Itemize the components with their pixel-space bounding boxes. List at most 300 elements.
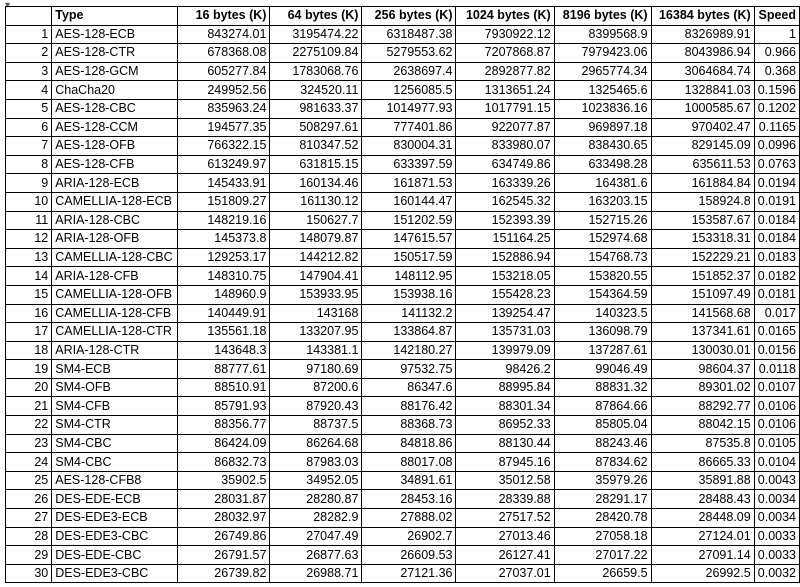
cell-16-bytes[interactable]: 86424.09 [178, 434, 270, 453]
cell-64-bytes[interactable]: 631815.15 [270, 155, 362, 174]
cell-row-index[interactable]: 28 [6, 527, 52, 546]
cell-256-bytes[interactable]: 26609.53 [362, 546, 456, 565]
cell-16384-bytes[interactable]: 1000585.67 [651, 99, 754, 118]
cell-64-bytes[interactable]: 143381.1 [270, 341, 362, 360]
cell-16384-bytes[interactable]: 829145.09 [651, 137, 754, 156]
cell-256-bytes[interactable]: 150517.59 [362, 248, 456, 267]
cell-speed[interactable]: 0.0184 [754, 211, 799, 230]
cell-16384-bytes[interactable]: 970402.47 [651, 118, 754, 137]
cell-8196-bytes[interactable]: 153820.55 [554, 267, 651, 286]
cell-1024-bytes[interactable]: 1313651.24 [456, 81, 554, 100]
cell-8196-bytes[interactable]: 838430.65 [554, 137, 651, 156]
cell-speed[interactable]: 1 [754, 25, 799, 44]
cell-row-index[interactable]: 23 [6, 434, 52, 453]
cell-1024-bytes[interactable]: 922077.87 [456, 118, 554, 137]
table-row [6, 285, 800, 304]
cell-1024-bytes[interactable]: 35012.58 [456, 471, 554, 490]
cell-type[interactable]: AES-128-ECB [52, 25, 178, 44]
cell-type[interactable]: DES-EDE3-ECB [52, 509, 178, 528]
table-row [6, 267, 800, 286]
table-row [6, 490, 800, 509]
cell-64-bytes[interactable]: 26877.63 [270, 546, 362, 565]
cell-8196-bytes[interactable]: 152715.26 [554, 211, 651, 230]
cell-256-bytes[interactable]: 88017.08 [362, 453, 456, 472]
cell-1024-bytes[interactable]: 162545.32 [456, 192, 554, 211]
cell-16-bytes[interactable]: 26749.86 [178, 527, 270, 546]
table-row [6, 248, 800, 267]
cell-speed[interactable]: 0.0106 [754, 416, 799, 435]
cell-256-bytes[interactable]: 27121.36 [362, 564, 456, 583]
cell-1024-bytes[interactable]: 7930922.12 [456, 25, 554, 44]
cell-row-index[interactable]: 13 [6, 248, 52, 267]
cell-64-bytes[interactable]: 87200.6 [270, 378, 362, 397]
cell-1024-bytes[interactable]: 152393.39 [456, 211, 554, 230]
cell-1024-bytes[interactable]: 88995.84 [456, 378, 554, 397]
cell-8196-bytes[interactable]: 2965774.34 [554, 62, 651, 81]
cell-row-index[interactable]: 16 [6, 304, 52, 323]
table-row [6, 192, 800, 211]
cell-type[interactable]: SM4-CTR [52, 416, 178, 435]
cell-16-bytes[interactable]: 194577.35 [178, 118, 270, 137]
cell-speed[interactable]: 0.368 [754, 62, 799, 81]
cell-16-bytes[interactable]: 148310.75 [178, 267, 270, 286]
cell-16384-bytes[interactable]: 158924.8 [651, 192, 754, 211]
cell-1024-bytes[interactable]: 88301.34 [456, 397, 554, 416]
table-row [6, 453, 800, 472]
cell-64-bytes[interactable]: 28282.9 [270, 509, 362, 528]
cell-8196-bytes[interactable]: 99046.49 [554, 360, 651, 379]
cell-type[interactable]: AES-128-CTR [52, 44, 178, 63]
cell-row-index[interactable]: 7 [6, 137, 52, 156]
cell-8196-bytes[interactable]: 7979423.06 [554, 44, 651, 63]
cell-type[interactable]: SM4-CBC [52, 434, 178, 453]
cell-row-index[interactable]: 15 [6, 285, 52, 304]
column-header-type[interactable]: Type [52, 7, 178, 26]
cell-256-bytes[interactable]: 633397.59 [362, 155, 456, 174]
cell-1024-bytes[interactable]: 86952.33 [456, 416, 554, 435]
cell-16384-bytes[interactable]: 88292.77 [651, 397, 754, 416]
cell-16-bytes[interactable]: 843274.01 [178, 25, 270, 44]
cell-64-bytes[interactable]: 3195474.22 [270, 25, 362, 44]
cell-8196-bytes[interactable]: 1023836.16 [554, 99, 651, 118]
table-row [6, 509, 800, 528]
cell-256-bytes[interactable]: 27888.02 [362, 509, 456, 528]
cell-speed[interactable]: 0.0032 [754, 564, 799, 583]
cell-speed[interactable]: 0.0106 [754, 397, 799, 416]
cell-8196-bytes[interactable]: 87834.62 [554, 453, 651, 472]
cell-row-index[interactable]: 1 [6, 25, 52, 44]
cell-type[interactable]: AES-128-OFB [52, 137, 178, 156]
cell-1024-bytes[interactable]: 139254.47 [456, 304, 554, 323]
cell-256-bytes[interactable]: 28453.16 [362, 490, 456, 509]
column-header-16-bytes[interactable]: 16 bytes (K) [178, 7, 270, 26]
cell-16384-bytes[interactable]: 27124.01 [651, 527, 754, 546]
cell-8196-bytes[interactable]: 1325465.6 [554, 81, 651, 100]
column-header-64-bytes[interactable]: 64 bytes (K) [270, 7, 362, 26]
cell-64-bytes[interactable]: 153933.95 [270, 285, 362, 304]
cell-16-bytes[interactable]: 88356.77 [178, 416, 270, 435]
table-row [6, 44, 800, 63]
cell-row-index[interactable]: 9 [6, 174, 52, 193]
cell-64-bytes[interactable]: 324520.11 [270, 81, 362, 100]
cell-1024-bytes[interactable]: 7207868.87 [456, 44, 554, 63]
cell-row-index[interactable]: 3 [6, 62, 52, 81]
cell-64-bytes[interactable]: 150627.7 [270, 211, 362, 230]
cell-16384-bytes[interactable]: 1328841.03 [651, 81, 754, 100]
cell-16384-bytes[interactable]: 87535.8 [651, 434, 754, 453]
cell-speed[interactable]: 0.1596 [754, 81, 799, 100]
cell-speed[interactable]: 0.0996 [754, 137, 799, 156]
cell-row-index[interactable]: 21 [6, 397, 52, 416]
cell-1024-bytes[interactable]: 152886.94 [456, 248, 554, 267]
cell-speed[interactable]: 0.0183 [754, 248, 799, 267]
cell-8196-bytes[interactable]: 28291.17 [554, 490, 651, 509]
cell-type[interactable]: ARIA-128-ECB [52, 174, 178, 193]
cell-row-index[interactable]: 4 [6, 81, 52, 100]
cell-1024-bytes[interactable]: 163339.26 [456, 174, 554, 193]
cell-1024-bytes[interactable]: 28339.88 [456, 490, 554, 509]
cell-speed[interactable]: 0.966 [754, 44, 799, 63]
cell-16-bytes[interactable]: 26791.57 [178, 546, 270, 565]
cell-1024-bytes[interactable]: 135731.03 [456, 323, 554, 342]
cell-type[interactable]: AES-128-CFB [52, 155, 178, 174]
cell-16384-bytes[interactable]: 130030.01 [651, 341, 754, 360]
cell-type[interactable]: AES-128-CBC [52, 99, 178, 118]
cell-speed[interactable]: 0.1202 [754, 99, 799, 118]
cell-8196-bytes[interactable]: 154364.59 [554, 285, 651, 304]
column-header-8196-bytes[interactable]: 8196 bytes (K) [554, 7, 651, 26]
cell-type[interactable]: CAMELLIA-128-ECB [52, 192, 178, 211]
cell-type[interactable]: CAMELLIA-128-CFB [52, 304, 178, 323]
cell-speed[interactable]: 0.0165 [754, 323, 799, 342]
cell-16-bytes[interactable]: 28031.87 [178, 490, 270, 509]
cell-16384-bytes[interactable]: 153318.31 [651, 230, 754, 249]
cell-16384-bytes[interactable]: 8326989.91 [651, 25, 754, 44]
table-row [6, 564, 800, 583]
cell-1024-bytes[interactable]: 139979.09 [456, 341, 554, 360]
cell-speed[interactable]: 0.0156 [754, 341, 799, 360]
column-header-16384-bytes[interactable]: 16384 bytes (K) [651, 7, 754, 26]
cell-64-bytes[interactable]: 144212.82 [270, 248, 362, 267]
cell-type[interactable]: AES-128-CFB8 [52, 471, 178, 490]
cell-16384-bytes[interactable]: 152229.21 [651, 248, 754, 267]
cell-16384-bytes[interactable]: 137341.61 [651, 323, 754, 342]
cell-speed[interactable]: 0.1165 [754, 118, 799, 137]
cell-16384-bytes[interactable]: 635611.53 [651, 155, 754, 174]
cell-1024-bytes[interactable]: 1017791.15 [456, 99, 554, 118]
table-row [6, 434, 800, 453]
cell-16-bytes[interactable]: 88510.91 [178, 378, 270, 397]
cell-1024-bytes[interactable]: 87945.16 [456, 453, 554, 472]
column-header-256-bytes[interactable]: 256 bytes (K) [362, 7, 456, 26]
cell-8196-bytes[interactable]: 85805.04 [554, 416, 651, 435]
cell-row-index[interactable]: 8 [6, 155, 52, 174]
cell-16384-bytes[interactable]: 151097.49 [651, 285, 754, 304]
cell-speed[interactable]: 0.0763 [754, 155, 799, 174]
cell-8196-bytes[interactable]: 136098.79 [554, 323, 651, 342]
cell-256-bytes[interactable]: 88368.73 [362, 416, 456, 435]
cell-type[interactable]: ARIA-128-CBC [52, 211, 178, 230]
cell-8196-bytes[interactable]: 137287.61 [554, 341, 651, 360]
cell-type[interactable]: ARIA-128-CFB [52, 267, 178, 286]
column-header-speed[interactable]: Speed [754, 7, 799, 26]
cell-64-bytes[interactable]: 87983.03 [270, 453, 362, 472]
cell-8196-bytes[interactable]: 969897.18 [554, 118, 651, 137]
cell-row-index[interactable]: 27 [6, 509, 52, 528]
cell-1024-bytes[interactable]: 2892877.82 [456, 62, 554, 81]
cell-64-bytes[interactable]: 1783068.76 [270, 62, 362, 81]
table-row [6, 471, 800, 490]
cell-256-bytes[interactable]: 84818.86 [362, 434, 456, 453]
cell-1024-bytes[interactable]: 155428.23 [456, 285, 554, 304]
cell-16-bytes[interactable]: 28032.97 [178, 509, 270, 528]
cell-16-bytes[interactable]: 129253.17 [178, 248, 270, 267]
cell-8196-bytes[interactable]: 27017.22 [554, 546, 651, 565]
cell-16-bytes[interactable]: 249952.56 [178, 81, 270, 100]
cell-64-bytes[interactable]: 148079.87 [270, 230, 362, 249]
cell-row-index[interactable]: 26 [6, 490, 52, 509]
cell-1024-bytes[interactable]: 27037.01 [456, 564, 554, 583]
cell-16384-bytes[interactable]: 27091.14 [651, 546, 754, 565]
cell-16384-bytes[interactable]: 28448.09 [651, 509, 754, 528]
table-body [6, 25, 800, 583]
cell-8196-bytes[interactable]: 26659.5 [554, 564, 651, 583]
cell-1024-bytes[interactable]: 153218.05 [456, 267, 554, 286]
cell-8196-bytes[interactable]: 152974.68 [554, 230, 651, 249]
table-row [6, 81, 800, 100]
cell-16-bytes[interactable]: 678368.08 [178, 44, 270, 63]
cell-256-bytes[interactable]: 777401.86 [362, 118, 456, 137]
cell-8196-bytes[interactable]: 164381.6 [554, 174, 651, 193]
cell-64-bytes[interactable]: 147904.41 [270, 267, 362, 286]
cell-256-bytes[interactable]: 160144.47 [362, 192, 456, 211]
cell-speed[interactable]: 0.0107 [754, 378, 799, 397]
cell-type[interactable]: DES-EDE-ECB [52, 490, 178, 509]
table-row [6, 397, 800, 416]
cell-1024-bytes[interactable]: 634749.86 [456, 155, 554, 174]
cell-16384-bytes[interactable]: 153587.67 [651, 211, 754, 230]
cell-speed[interactable]: 0.0034 [754, 490, 799, 509]
cell-16384-bytes[interactable]: 141568.68 [651, 304, 754, 323]
cell-16384-bytes[interactable]: 151852.37 [651, 267, 754, 286]
cell-16-bytes[interactable]: 151809.27 [178, 192, 270, 211]
cell-16-bytes[interactable]: 85791.93 [178, 397, 270, 416]
cell-256-bytes[interactable]: 97532.75 [362, 360, 456, 379]
cell-type[interactable]: DES-EDE3-CBC [52, 527, 178, 546]
cell-row-index[interactable]: 19 [6, 360, 52, 379]
cell-1024-bytes[interactable]: 27517.52 [456, 509, 554, 528]
cell-row-index[interactable]: 22 [6, 416, 52, 435]
cell-16-bytes[interactable]: 86832.73 [178, 453, 270, 472]
table-row [6, 137, 800, 156]
cell-256-bytes[interactable]: 1014977.93 [362, 99, 456, 118]
cell-64-bytes[interactable]: 28280.87 [270, 490, 362, 509]
cell-256-bytes[interactable]: 141132.2 [362, 304, 456, 323]
cell-8196-bytes[interactable]: 154768.73 [554, 248, 651, 267]
cell-256-bytes[interactable]: 88176.42 [362, 397, 456, 416]
cell-256-bytes[interactable]: 5279553.62 [362, 44, 456, 63]
cell-64-bytes[interactable]: 27047.49 [270, 527, 362, 546]
cell-8196-bytes[interactable]: 88831.32 [554, 378, 651, 397]
cell-256-bytes[interactable]: 133864.87 [362, 323, 456, 342]
cell-256-bytes[interactable]: 34891.61 [362, 471, 456, 490]
cell-row-index[interactable]: 10 [6, 192, 52, 211]
cell-8196-bytes[interactable]: 35979.26 [554, 471, 651, 490]
table-row [6, 174, 800, 193]
cell-16384-bytes[interactable]: 89301.02 [651, 378, 754, 397]
cell-64-bytes[interactable]: 88737.5 [270, 416, 362, 435]
cell-16384-bytes[interactable]: 26992.5 [651, 564, 754, 583]
cell-64-bytes[interactable]: 508297.61 [270, 118, 362, 137]
cell-type[interactable]: AES-128-GCM [52, 62, 178, 81]
cell-speed[interactable]: 0.0104 [754, 453, 799, 472]
cell-type[interactable]: ChaCha20 [52, 81, 178, 100]
cell-256-bytes[interactable]: 86347.6 [362, 378, 456, 397]
cell-16-bytes[interactable]: 26739.82 [178, 564, 270, 583]
cell-16384-bytes[interactable]: 98604.37 [651, 360, 754, 379]
cell-speed[interactable]: 0.0105 [754, 434, 799, 453]
cell-16-bytes[interactable]: 835963.24 [178, 99, 270, 118]
cell-16-bytes[interactable]: 135561.18 [178, 323, 270, 342]
cell-8196-bytes[interactable]: 8399568.9 [554, 25, 651, 44]
cell-16-bytes[interactable]: 145433.91 [178, 174, 270, 193]
cell-16384-bytes[interactable]: 161884.84 [651, 174, 754, 193]
cell-64-bytes[interactable]: 26988.71 [270, 564, 362, 583]
cell-speed[interactable]: 0.0043 [754, 471, 799, 490]
cell-16-bytes[interactable]: 35902.5 [178, 471, 270, 490]
cell-row-index[interactable]: 17 [6, 323, 52, 342]
cell-type[interactable]: CAMELLIA-128-OFB [52, 285, 178, 304]
cell-speed[interactable]: 0.0182 [754, 267, 799, 286]
cell-speed[interactable]: 0.0033 [754, 527, 799, 546]
table-row [6, 99, 800, 118]
cell-8196-bytes[interactable]: 28420.78 [554, 509, 651, 528]
cell-256-bytes[interactable]: 6318487.38 [362, 25, 456, 44]
cell-type[interactable]: SM4-CBC [52, 453, 178, 472]
cell-type[interactable]: SM4-OFB [52, 378, 178, 397]
cell-row-index[interactable]: 24 [6, 453, 52, 472]
cell-8196-bytes[interactable]: 633498.28 [554, 155, 651, 174]
cell-8196-bytes[interactable]: 87864.66 [554, 397, 651, 416]
cell-64-bytes[interactable]: 161130.12 [270, 192, 362, 211]
cell-16-bytes[interactable]: 148960.9 [178, 285, 270, 304]
cell-256-bytes[interactable]: 830004.31 [362, 137, 456, 156]
cell-64-bytes[interactable]: 34952.05 [270, 471, 362, 490]
cell-256-bytes[interactable]: 148112.95 [362, 267, 456, 286]
cell-speed[interactable]: 0.0033 [754, 546, 799, 565]
cell-16-bytes[interactable]: 88777.61 [178, 360, 270, 379]
cell-16-bytes[interactable]: 143648.3 [178, 341, 270, 360]
cell-type[interactable]: DES-EDE3-CBC [52, 564, 178, 583]
cell-64-bytes[interactable]: 160134.46 [270, 174, 362, 193]
table-row [6, 155, 800, 174]
cell-1024-bytes[interactable]: 88130.44 [456, 434, 554, 453]
cell-256-bytes[interactable]: 142180.27 [362, 341, 456, 360]
cell-16384-bytes[interactable]: 8043986.94 [651, 44, 754, 63]
column-header-1024-bytes[interactable]: 1024 bytes (K) [456, 7, 554, 26]
cell-1024-bytes[interactable]: 833980.07 [456, 137, 554, 156]
cell-16-bytes[interactable]: 148219.16 [178, 211, 270, 230]
cell-64-bytes[interactable]: 87920.43 [270, 397, 362, 416]
cell-256-bytes[interactable]: 153938.16 [362, 285, 456, 304]
cell-speed[interactable]: 0.0194 [754, 174, 799, 193]
cell-16-bytes[interactable]: 613249.97 [178, 155, 270, 174]
cell-256-bytes[interactable]: 147615.57 [362, 230, 456, 249]
cell-row-index[interactable]: 6 [6, 118, 52, 137]
cell-16384-bytes[interactable]: 88042.15 [651, 416, 754, 435]
cell-row-index[interactable]: 30 [6, 564, 52, 583]
cell-64-bytes[interactable]: 2275109.84 [270, 44, 362, 63]
cell-1024-bytes[interactable]: 27013.46 [456, 527, 554, 546]
cell-16384-bytes[interactable]: 35891.88 [651, 471, 754, 490]
table-row [6, 304, 800, 323]
cell-64-bytes[interactable]: 133207.95 [270, 323, 362, 342]
cell-row-index[interactable]: 2 [6, 44, 52, 63]
cell-16-bytes[interactable]: 766322.15 [178, 137, 270, 156]
cell-speed[interactable]: 0.0034 [754, 509, 799, 528]
cell-8196-bytes[interactable]: 27058.18 [554, 527, 651, 546]
cell-row-index[interactable]: 12 [6, 230, 52, 249]
cell-64-bytes[interactable]: 143168 [270, 304, 362, 323]
cell-speed[interactable]: 0.0118 [754, 360, 799, 379]
cell-row-index[interactable]: 11 [6, 211, 52, 230]
cell-256-bytes[interactable]: 26902.7 [362, 527, 456, 546]
cell-row-index[interactable]: 20 [6, 378, 52, 397]
cell-row-index[interactable]: 14 [6, 267, 52, 286]
cell-type[interactable]: SM4-ECB [52, 360, 178, 379]
table-row [6, 25, 800, 44]
cell-type[interactable]: DES-EDE-CBC [52, 546, 178, 565]
cell-256-bytes[interactable]: 161871.53 [362, 174, 456, 193]
cell-256-bytes[interactable]: 151202.59 [362, 211, 456, 230]
cell-256-bytes[interactable]: 2638697.4 [362, 62, 456, 81]
cell-row-index[interactable]: 5 [6, 99, 52, 118]
cell-type[interactable]: AES-128-CCM [52, 118, 178, 137]
cell-speed[interactable]: 0.0191 [754, 192, 799, 211]
table-row [6, 341, 800, 360]
cell-row-index[interactable]: 29 [6, 546, 52, 565]
cell-type[interactable]: ARIA-128-OFB [52, 230, 178, 249]
cell-1024-bytes[interactable]: 151164.25 [456, 230, 554, 249]
cell-16-bytes[interactable]: 145373.8 [178, 230, 270, 249]
cell-row-index[interactable]: 18 [6, 341, 52, 360]
cell-speed[interactable]: 0.0184 [754, 230, 799, 249]
cell-16-bytes[interactable]: 605277.84 [178, 62, 270, 81]
cell-row-index[interactable]: 25 [6, 471, 52, 490]
cell-8196-bytes[interactable]: 163203.15 [554, 192, 651, 211]
cell-16384-bytes[interactable]: 86665.33 [651, 453, 754, 472]
cell-type[interactable]: CAMELLIA-128-CBC [52, 248, 178, 267]
cell-speed[interactable]: 0.0181 [754, 285, 799, 304]
cell-256-bytes[interactable]: 1256085.5 [362, 81, 456, 100]
cell-speed[interactable]: 0.017 [754, 304, 799, 323]
cell-64-bytes[interactable]: 97180.69 [270, 360, 362, 379]
cell-16-bytes[interactable]: 140449.91 [178, 304, 270, 323]
cell-64-bytes[interactable]: 981633.37 [270, 99, 362, 118]
cell-64-bytes[interactable]: 86264.68 [270, 434, 362, 453]
cell-type[interactable]: CAMELLIA-128-CTR [52, 323, 178, 342]
column-header-row-index[interactable] [6, 7, 52, 26]
cell-1024-bytes[interactable]: 26127.41 [456, 546, 554, 565]
cell-1024-bytes[interactable]: 98426.2 [456, 360, 554, 379]
cell-8196-bytes[interactable]: 88243.46 [554, 434, 651, 453]
cell-type[interactable]: SM4-CFB [52, 397, 178, 416]
cell-8196-bytes[interactable]: 140323.5 [554, 304, 651, 323]
cell-type[interactable]: ARIA-128-CTR [52, 341, 178, 360]
cell-16384-bytes[interactable]: 3064684.74 [651, 62, 754, 81]
cell-64-bytes[interactable]: 810347.52 [270, 137, 362, 156]
cell-16384-bytes[interactable]: 28488.43 [651, 490, 754, 509]
